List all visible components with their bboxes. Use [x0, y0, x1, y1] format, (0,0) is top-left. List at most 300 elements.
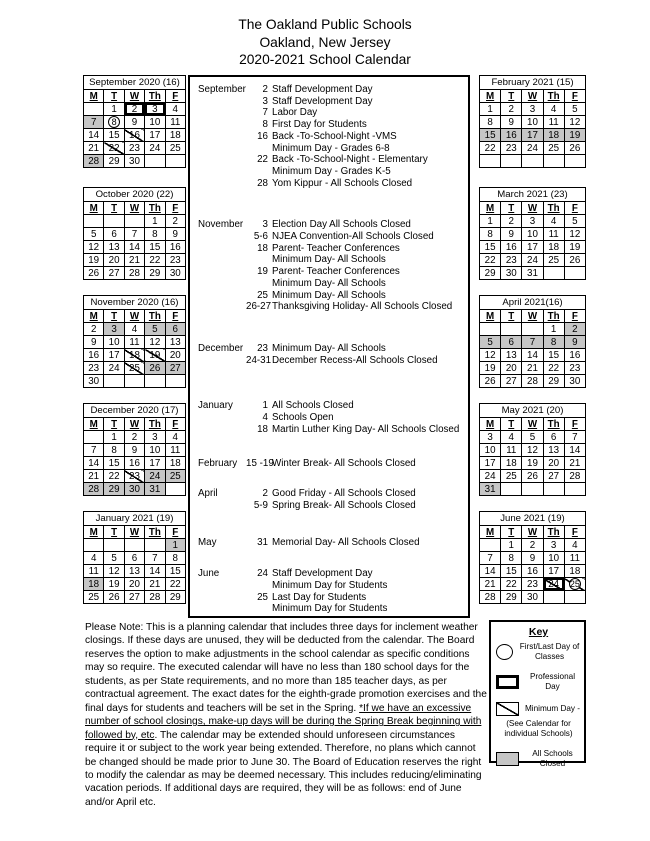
day-cell-12: 12: [104, 565, 124, 578]
day-cell-7: 7: [480, 552, 501, 565]
event-row: [198, 424, 464, 436]
key-sublabel: (See Calendar for individual Schools): [504, 719, 573, 738]
calendar-month-title: December 2020 (17): [84, 404, 186, 418]
day-cell-27: 27: [124, 591, 144, 604]
event-month-label: [198, 278, 242, 290]
event-description: All Schools Closed: [272, 400, 354, 412]
event-date: 1: [262, 400, 268, 412]
mini-calendar-october-2020: [83, 187, 186, 280]
event-date: 8: [262, 119, 268, 131]
day-cell-23: 23: [124, 142, 144, 155]
day-header-t: T: [104, 202, 124, 215]
day-cell-8: 8: [480, 228, 501, 241]
event-row: [198, 178, 464, 190]
event-row: [198, 219, 464, 231]
day-cell-5: 5: [522, 431, 543, 444]
day-cell-4: 4: [543, 215, 564, 228]
day-header-th: Th: [543, 418, 564, 431]
event-date: 16: [257, 130, 268, 142]
day-cell-20: 20: [104, 254, 124, 267]
day-cell-24: 24: [522, 254, 543, 267]
event-row: [198, 266, 464, 278]
event-month-label: [198, 500, 242, 512]
day-cell-10: 10: [543, 552, 564, 565]
day-cell-8: 8: [501, 552, 522, 565]
day-cell-30: 30: [124, 483, 144, 496]
day-cell-19: 19: [84, 254, 104, 267]
day-cell-21: 21: [480, 578, 501, 591]
day-cell-empty: [543, 267, 564, 280]
day-cell-20: 20: [543, 457, 564, 470]
day-cell-27: 27: [104, 267, 124, 280]
day-cell-27: 27: [543, 470, 564, 483]
day-cell-28: 28: [145, 591, 165, 604]
day-cell-30: 30: [84, 375, 104, 388]
event-row: [198, 458, 464, 470]
event-row: [198, 592, 464, 604]
day-cell-21: 21: [84, 470, 104, 483]
day-cell-empty: [145, 375, 165, 388]
day-header-t: T: [501, 202, 522, 215]
event-row: [198, 107, 464, 119]
day-cell-empty: [543, 155, 564, 168]
day-cell-17: 17: [104, 349, 124, 362]
key-label: All Schools Closed: [532, 749, 573, 768]
day-cell-27: 27: [165, 362, 185, 375]
day-cell-18: 18: [543, 241, 564, 254]
event-date: [246, 254, 268, 266]
day-cell-16: 16: [501, 241, 522, 254]
events-month-december: [198, 343, 464, 366]
day-cell-empty: [84, 431, 104, 444]
note-text-underlined: *If we have an excessive number of school closings, make-up days will be during the Spring Break beginning with followed by, etc: [85, 702, 482, 741]
day-cell-1: 1: [104, 103, 124, 116]
day-cell-14: 14: [145, 565, 165, 578]
day-cell-9: 9: [124, 444, 144, 457]
day-header-th: Th: [543, 202, 564, 215]
day-cell-9: 9: [124, 116, 144, 129]
day-cell-21: 21: [522, 362, 543, 375]
event-description: Minimum Day - Grades K-5: [272, 165, 391, 177]
day-cell-19: 19: [104, 578, 124, 591]
event-month-label: [198, 243, 242, 255]
day-cell-3: 3: [522, 103, 543, 116]
event-date: 18: [257, 242, 268, 254]
day-cell-18: 18: [501, 457, 522, 470]
day-cell-21: 21: [564, 457, 585, 470]
day-cell-11: 11: [543, 228, 564, 241]
event-month-label: May: [198, 536, 217, 548]
event-row: [198, 412, 464, 424]
day-cell-23: 23: [84, 362, 104, 375]
event-row: [198, 143, 464, 155]
day-cell-empty: [522, 483, 543, 496]
event-month-label: [198, 254, 242, 266]
day-cell-29: 29: [145, 267, 165, 280]
professional-day-symbol-icon: [496, 675, 519, 689]
day-cell-19: 19: [564, 129, 585, 142]
key-item-professional-day: [496, 672, 581, 691]
day-cell-2: 2: [522, 539, 543, 552]
event-month-label: [198, 96, 242, 108]
event-month-label: [198, 424, 242, 436]
event-date: 22: [257, 154, 268, 166]
day-cell-17: 17: [522, 241, 543, 254]
day-cell-empty: [84, 103, 104, 116]
key-label: First/Last Day of Classes: [519, 642, 580, 661]
day-header-w: W: [124, 310, 144, 323]
day-cell-empty: [104, 375, 124, 388]
day-cell-21: 21: [145, 578, 165, 591]
event-description: Staff Development Day: [272, 84, 373, 95]
day-cell-29: 29: [543, 375, 564, 388]
day-cell-25: 25: [165, 470, 185, 483]
day-cell-3: 3: [480, 431, 501, 444]
day-header-th: Th: [543, 90, 564, 103]
day-cell-2: 2: [124, 431, 144, 444]
day-cell-15: 15: [104, 457, 124, 470]
event-description: Staff Development Day: [272, 568, 373, 580]
day-cell-empty: [564, 155, 585, 168]
event-month-label: November: [198, 219, 244, 231]
day-cell-empty: [124, 375, 144, 388]
event-date: 25: [257, 289, 268, 301]
calendar-month-title: June 2021 (19): [480, 512, 586, 526]
day-cell-empty: [145, 155, 165, 168]
day-cell-30: 30: [564, 375, 585, 388]
day-cell-empty: [84, 215, 104, 228]
day-cell-1: 1: [501, 539, 522, 552]
event-description: Martin Luther King Day- All Schools Closed: [272, 423, 460, 435]
day-cell-9: 9: [522, 552, 543, 565]
day-cell-18: 18: [543, 129, 564, 142]
day-cell-5: 5: [104, 552, 124, 565]
events-month-january: [198, 400, 464, 435]
day-cell-19: 19: [480, 362, 501, 375]
event-date: 26-27: [246, 301, 272, 313]
calendar-month-title: April 2021(16): [480, 296, 586, 310]
event-description: Minimum Day for Students: [272, 603, 388, 615]
event-row: [198, 400, 464, 412]
day-header-th: Th: [145, 90, 165, 103]
event-row: [198, 355, 464, 367]
day-cell-22: 22: [543, 362, 564, 375]
minimum-day-symbol-icon: [496, 702, 519, 716]
day-cell-10: 10: [145, 444, 165, 457]
day-cell-10: 10: [522, 228, 543, 241]
day-header-m: M: [480, 310, 501, 323]
day-cell-12: 12: [84, 241, 104, 254]
event-date: [246, 580, 268, 592]
day-header-t: T: [501, 310, 522, 323]
day-cell-7: 7: [84, 116, 104, 129]
day-cell-30: 30: [124, 155, 144, 168]
day-cell-11: 11: [501, 444, 522, 457]
event-date: 2: [262, 84, 268, 95]
day-cell-16: 16: [501, 129, 522, 142]
event-month-label: December: [198, 342, 244, 354]
day-header-f: F: [564, 90, 585, 103]
day-header-f: F: [564, 202, 585, 215]
day-cell-3: 3: [145, 103, 165, 116]
key-title: Key: [528, 626, 549, 638]
day-header-f: F: [564, 310, 585, 323]
day-header-t: T: [104, 310, 124, 323]
day-cell-empty: [564, 591, 585, 604]
right-calendar-column: [479, 75, 586, 619]
day-header-f: F: [165, 310, 185, 323]
day-cell-26: 26: [145, 362, 165, 375]
day-header-f: F: [564, 418, 585, 431]
event-description: December Recess-All Schools Closed: [272, 354, 438, 366]
event-date: 24-31: [246, 354, 272, 366]
event-month-label: April: [198, 488, 218, 500]
day-cell-8: 8: [480, 116, 501, 129]
event-row: [198, 154, 464, 166]
day-header-m: M: [84, 202, 104, 215]
day-cell-31: 31: [522, 267, 543, 280]
day-cell-24: 24: [145, 470, 165, 483]
first-last-day-symbol-icon: [496, 644, 513, 660]
day-cell-12: 12: [480, 349, 501, 362]
day-cell-23: 23: [165, 254, 185, 267]
day-cell-25: 25: [84, 591, 104, 604]
event-month-label: [198, 119, 242, 131]
day-cell-1: 1: [165, 539, 185, 552]
day-cell-11: 11: [124, 336, 144, 349]
day-cell-26: 26: [564, 254, 585, 267]
day-cell-29: 29: [480, 267, 501, 280]
day-cell-25: [564, 578, 585, 591]
day-cell-6: 6: [165, 323, 185, 336]
event-month-label: [198, 166, 242, 178]
day-cell-10: 10: [522, 116, 543, 129]
event-month-label: [198, 592, 242, 604]
day-cell-15: 15: [501, 565, 522, 578]
day-cell-2: 2: [124, 103, 144, 116]
event-description: Good Friday - All Schools Closed: [272, 488, 416, 500]
event-description: Memorial Day- All Schools Closed: [272, 536, 420, 548]
day-cell-8: 8: [145, 228, 165, 241]
event-row: [198, 301, 464, 313]
calendar-month-title: February 2021 (15): [480, 76, 586, 90]
day-cell-7: 7: [124, 228, 144, 241]
day-cell-18: 18: [124, 349, 144, 362]
day-cell-24: 24: [480, 470, 501, 483]
day-cell-14: 14: [84, 129, 104, 142]
day-cell-empty: [84, 539, 104, 552]
day-cell-16: 16: [165, 241, 185, 254]
day-cell-8: 8: [104, 444, 124, 457]
event-date: 2: [262, 488, 268, 500]
events-panel: [188, 75, 470, 618]
event-month-label: [198, 301, 242, 313]
day-cell-12: 12: [145, 336, 165, 349]
calendar-month-title: September 2020 (16): [84, 76, 186, 90]
event-description: Spring Break- All Schools Closed: [272, 499, 416, 511]
day-cell-16: 16: [564, 349, 585, 362]
calendar-month-title: January 2021 (19): [84, 512, 186, 526]
day-cell-23: 23: [501, 142, 522, 155]
day-cell-28: 28: [480, 591, 501, 604]
events-month-september: [198, 84, 464, 189]
day-header-th: Th: [543, 310, 564, 323]
day-header-th: Th: [145, 310, 165, 323]
note-text-start: Please Note: This is a planning calendar that includes three days for inclement weather closings. If these days are unused, they will be deducted from the calendar. The Board reserves the option to make adjustments in the school calendar as specific conditions may so require. The executed calendar will have no less than 180 school days for the students, as per State requirements, and no more than 185 teacher days, as per contractual agreement. The exact dates for the eighth-grade promotion exercises and the final days for students and teachers will be set in the Spring.: [85, 622, 487, 714]
title-line-district: The Oakland Public Schools: [238, 17, 412, 32]
day-cell-2: 2: [501, 215, 522, 228]
event-date: [246, 603, 268, 615]
event-description: Staff Development Day: [272, 95, 373, 107]
day-cell-24: 24: [522, 142, 543, 155]
event-row: [198, 243, 464, 255]
event-month-label: [198, 131, 242, 143]
calendar-month-title: October 2020 (22): [84, 188, 186, 202]
day-cell-1: 1: [480, 215, 501, 228]
day-cell-13: 13: [501, 349, 522, 362]
page-title: [0, 16, 650, 69]
day-cell-31: 31: [145, 483, 165, 496]
event-date: 3: [262, 95, 268, 107]
day-cell-23: 23: [522, 578, 543, 591]
day-cell-13: 13: [165, 336, 185, 349]
mini-calendar-june-2021: [479, 511, 586, 604]
mini-calendar-november-2020: [83, 295, 186, 388]
day-cell-6: 6: [501, 336, 522, 349]
mini-calendar-april-2021: [479, 295, 586, 388]
day-header-w: W: [522, 310, 543, 323]
day-cell-10: 10: [480, 444, 501, 457]
day-cell-7: 7: [145, 552, 165, 565]
event-description: First Day for Students: [272, 119, 367, 131]
event-date: 31: [257, 536, 268, 548]
event-date: 5-6: [253, 231, 268, 243]
event-date: 24: [257, 568, 268, 580]
day-header-w: W: [522, 90, 543, 103]
day-cell-2: 2: [501, 103, 522, 116]
day-cell-empty: [501, 155, 522, 168]
event-description: Back -To-School-Night -VMS: [272, 130, 397, 142]
event-description: Minimum Day- All Schools: [272, 289, 386, 301]
mini-calendar-december-2020: [83, 403, 186, 496]
events-month-may: [198, 537, 464, 549]
day-header-t: T: [501, 90, 522, 103]
event-date: 25: [257, 591, 268, 603]
key-item-all-schools-closed: [496, 749, 581, 768]
day-cell-2: 2: [84, 323, 104, 336]
day-header-m: M: [84, 526, 104, 539]
day-header-t: T: [104, 90, 124, 103]
day-header-t: T: [501, 418, 522, 431]
day-header-th: Th: [543, 526, 564, 539]
day-cell-20: 20: [501, 362, 522, 375]
event-month-label: [198, 355, 242, 367]
day-cell-19: 19: [522, 457, 543, 470]
day-cell-30: 30: [522, 591, 543, 604]
event-date: 18: [257, 423, 268, 435]
day-cell-11: 11: [564, 552, 585, 565]
day-header-w: W: [522, 526, 543, 539]
day-cell-28: 28: [522, 375, 543, 388]
event-description: Schools Open: [272, 412, 334, 424]
event-description: NJEA Convention-All Schools Closed: [272, 231, 434, 243]
day-header-f: F: [165, 526, 185, 539]
left-calendar-column: [83, 75, 186, 619]
day-cell-10: 10: [145, 116, 165, 129]
first-last-day-circle: 25: [569, 579, 580, 589]
day-cell-11: 11: [165, 116, 185, 129]
day-cell-7: 7: [84, 444, 104, 457]
event-month-label: January: [198, 400, 233, 412]
day-cell-8: [104, 116, 124, 129]
day-cell-5: 5: [480, 336, 501, 349]
day-cell-5: 5: [564, 215, 585, 228]
event-month-label: [198, 107, 242, 119]
day-header-f: F: [564, 526, 585, 539]
event-date: 15 -19: [246, 458, 274, 470]
day-cell-6: 6: [104, 228, 124, 241]
day-header-th: Th: [145, 418, 165, 431]
day-cell-26: 26: [84, 267, 104, 280]
day-cell-17: 17: [480, 457, 501, 470]
events-month-april: [198, 488, 464, 511]
event-row: [198, 278, 464, 290]
day-header-f: F: [165, 202, 185, 215]
first-last-day-circle: 8: [108, 116, 120, 128]
day-cell-15: 15: [480, 241, 501, 254]
day-cell-24: 24: [145, 142, 165, 155]
day-cell-22: 22: [145, 254, 165, 267]
event-description: Minimum Day- All Schools: [272, 277, 386, 289]
planning-note: [85, 621, 488, 809]
day-cell-21: 21: [84, 142, 104, 155]
event-date: 5-9: [253, 499, 268, 511]
day-cell-14: 14: [564, 444, 585, 457]
day-cell-17: 17: [522, 129, 543, 142]
event-row: [198, 343, 464, 355]
event-month-label: [198, 580, 242, 592]
day-cell-22: 22: [104, 470, 124, 483]
day-header-t: T: [501, 526, 522, 539]
day-cell-empty: [165, 483, 185, 496]
day-cell-26: 26: [480, 375, 501, 388]
day-cell-7: 7: [522, 336, 543, 349]
event-row: [198, 580, 464, 592]
day-cell-8: 8: [543, 336, 564, 349]
event-description: Election Day All Schools Closed: [272, 219, 411, 231]
day-cell-13: 13: [104, 241, 124, 254]
day-cell-3: 3: [145, 431, 165, 444]
day-cell-14: 14: [84, 457, 104, 470]
day-cell-4: 4: [124, 323, 144, 336]
day-cell-4: 4: [564, 539, 585, 552]
day-cell-22: 22: [480, 254, 501, 267]
day-cell-17: 17: [543, 565, 564, 578]
day-cell-18: 18: [165, 129, 185, 142]
day-cell-empty: [124, 539, 144, 552]
day-cell-16: 16: [124, 457, 144, 470]
day-cell-1: 1: [104, 431, 124, 444]
event-row: [198, 290, 464, 302]
day-cell-14: 14: [124, 241, 144, 254]
event-month-label: June: [198, 568, 220, 580]
event-description: Labor Day: [272, 107, 318, 119]
event-row: [198, 568, 464, 580]
event-date: 19: [257, 266, 268, 278]
event-description: Back -To-School-Night - Elementary: [272, 154, 428, 166]
event-description: Minimum Day for Students: [272, 579, 388, 591]
day-cell-6: 6: [124, 552, 144, 565]
